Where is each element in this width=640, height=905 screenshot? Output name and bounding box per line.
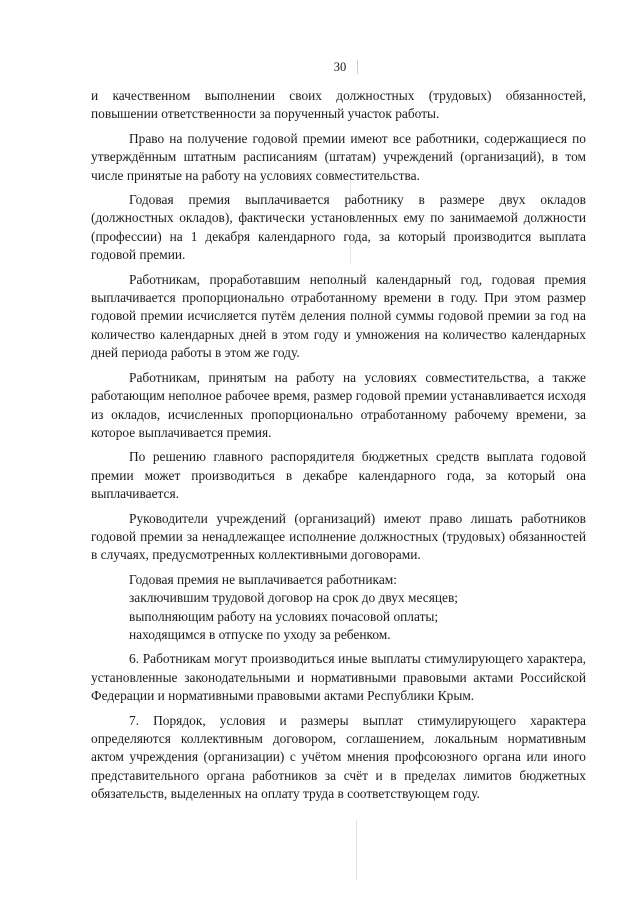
paragraph-partial-year: Работникам, проработавшим неполный календарный год, годовая премия выплачивается пропорционально отработанному времени в году. При этом размер годовой премии исчисляется путём деления полной суммы годовой премии за год на количество календарных дней в этом году и умножения на количество календарных дней периода работы в этом же году. (91, 271, 586, 361)
paragraph-part-time: Работникам, принятым на работу на условиях совместительства, а также работающим неполное рабочее время, размер годовой премии устанавливается исходя из окладов, исчисленных пропорционально отработанному рабочему времени, за которое выплачивается премия. (91, 369, 586, 440)
document-body (91, 87, 586, 804)
paragraph-bonus-amount: Годовая премия выплачивается работнику в размере двух окладов (должностных окладов), фактически установленных ему по занимаемой должности (профессии) на 1 декабря календарного года, за который производится выплата годовой премии. (91, 192, 586, 263)
list-item: находящимся в отпуске по уходу за ребенком. (129, 626, 391, 642)
paragraph-item-6: 6. Работникам могут производиться иные выплаты стимулирующего характера, установленные законодательными и нормативными правовыми актами Российской Федерации и нормативными правовыми актами Республики Крым. (91, 651, 586, 704)
paragraph-item-7: 7. Порядок, условия и размеры выплат стимулирующего характера определяются коллективным договором, соглашением, локальным нормативным актом учреждения (организации) с учётом мнения профсоюзного органа или иного представительного органа работников за счёт и в пределах лимитов бюджетных обязательств, выделенных на оплату труда в соответствующем году. (91, 712, 586, 802)
list-item: заключившим трудовой договор на срок до двух месяцев; (129, 590, 459, 606)
scan-artifact-line (356, 820, 357, 880)
paragraph-not-paid-intro: Годовая премия не выплачивается работникам: (129, 571, 397, 587)
page-number: 30 (333, 60, 347, 74)
paragraph-continuation: и качественном выполнении своих должностных (трудовых) обязанностей, повышении ответственности за порученный участок работы. (91, 88, 586, 122)
scan-artifact-line (357, 60, 358, 74)
paragraph-deprivation: Руководители учреждений (организаций) имеют право лишать работников годовой премии за ненадлежащее исполнение должностных (трудовых) обязанностей в случаях, предусмотренных коллективными договорами. (91, 510, 586, 563)
not-paid-list (91, 589, 586, 644)
paragraph-bonus-eligibility: Право на получение годовой премии имеют все работники, содержащиеся по утверждённым штатным расписаниям (штатам) учреждений (организаций), в том числе принятые на работу на условиях совместительства. (91, 130, 586, 183)
paragraph-december-payment: По решению главного распорядителя бюджетных средств выплата годовой премии может производиться в декабре календарного года, за который она выплачивается. (91, 449, 586, 502)
list-item: выполняющим работу на условиях почасовой оплаты; (129, 608, 439, 624)
